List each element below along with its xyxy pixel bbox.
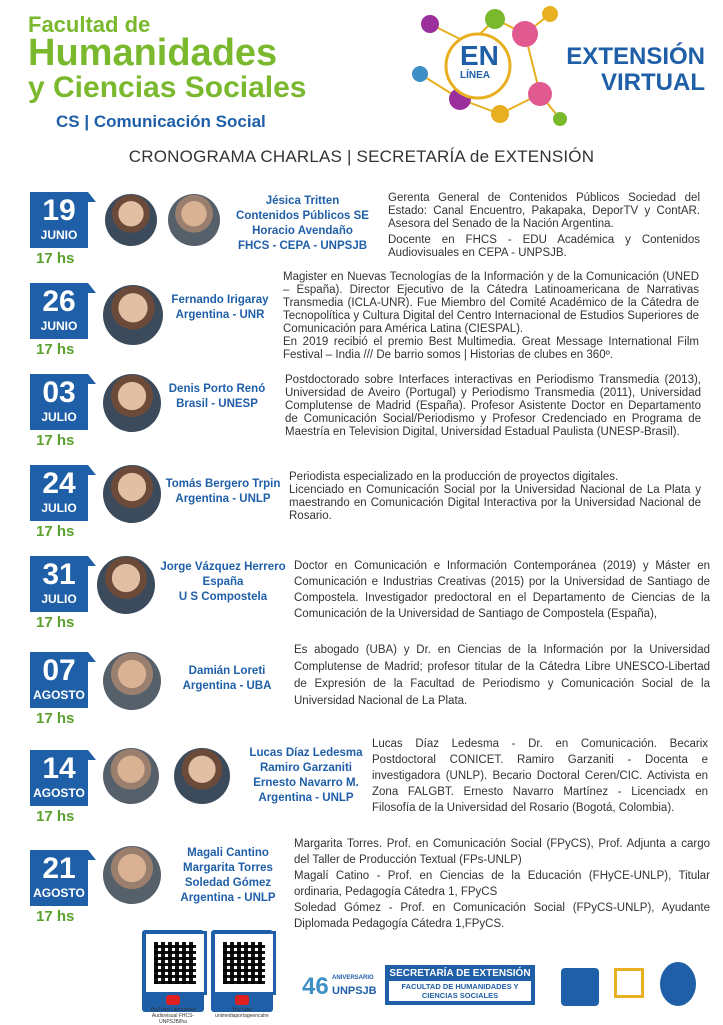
anniversary-number: 46 xyxy=(302,973,329,1000)
partner-logo-icon xyxy=(614,968,644,998)
unimedia-logo-icon xyxy=(561,968,599,1006)
speaker-bio xyxy=(372,736,708,816)
talk-time: 17 hs xyxy=(36,432,75,449)
day: 03 xyxy=(42,376,76,409)
month: JULIO xyxy=(41,501,77,515)
speaker-affiliation: Contenidos Públicos SE xyxy=(236,210,369,222)
talk-time: 17 hs xyxy=(36,341,75,358)
faculty-ciencias: y Ciencias Sociales xyxy=(28,71,307,104)
month: AGOSTO xyxy=(33,886,85,900)
speaker-info xyxy=(165,293,275,323)
bio-paragraph: Doctor en Comunicación e Información Contemporánea (2019) y Máster en Comunicación e Industrias Creativas (2015) por la Universidad de Santiago de Compostela. Investigador predoctoral en el Departamento de Ciencias de la Comunicación de la Universidad de Santiago de Compostela (España), xyxy=(294,560,710,620)
day: 07 xyxy=(42,654,76,687)
bio-paragraph: Soledad Gómez - Prof. en Comunicación Social (FPyCS-UNLP), Ayudante Diplomada Pedagogía Cátedra 1,FPyCS. xyxy=(294,902,710,930)
bio-paragraph: Lucas Díaz Ledesma - Dr. en Comunicación. Becarix Postdoctoral CONICET. Ramiro Garzaniti - Docenta e investigadora (UNLP). Becario Doctoral Ceren/CIC. Activista en Zona FALGBT. Ernesto Navarro Martínez - Licenciadx en Filosofía de la Universidad del Rosario (Bogotá, Colombia). xyxy=(372,738,708,814)
youtube-icon xyxy=(166,995,180,1005)
logo-en: EN xyxy=(460,40,499,71)
date-badge xyxy=(30,556,88,612)
ext-line-2: VIRTUAL xyxy=(601,69,705,96)
speaker-bio xyxy=(289,471,701,523)
speaker-affiliation: FHCS - CEPA - UNPSJB xyxy=(237,240,368,252)
speaker-photo xyxy=(103,846,161,904)
speaker-name: Denis Porto Renó xyxy=(168,383,266,395)
date-badge xyxy=(30,750,88,806)
month: AGOSTO xyxy=(33,688,85,702)
speaker-photo xyxy=(103,465,161,523)
talk-time: 17 hs xyxy=(36,808,75,825)
unpsjb-label: UNPSJB xyxy=(332,985,377,997)
day: 31 xyxy=(42,558,76,591)
extension-virtual-title xyxy=(555,44,705,96)
qr-caption-2: YouTube unimediaportageencalre xyxy=(215,1007,269,1019)
university-seal-icon xyxy=(660,962,696,1006)
speaker-info xyxy=(240,746,372,806)
bio-paragraph: Docente en FHCS - EDU Académica y Contenidos Audiovisuales en CEPA - UNPSJB. xyxy=(388,234,700,259)
speaker-affiliation: Argentina - UBA xyxy=(182,680,272,692)
month: AGOSTO xyxy=(33,786,85,800)
speaker-affiliation: Argentina - UNLP xyxy=(258,792,354,804)
speaker-affiliation: Brasil - UNESP xyxy=(176,398,258,410)
speaker-photo xyxy=(103,374,161,432)
speaker-info xyxy=(172,846,284,906)
unpsjb-anniversary-logo xyxy=(302,973,377,1001)
month: JUNIO xyxy=(40,228,78,242)
date-badge xyxy=(30,374,88,430)
speaker-info xyxy=(172,664,282,694)
date-badge xyxy=(30,192,88,248)
bio-paragraph: Magister en Nuevas Tecnologías de la Información y de la Comunicación (UNED – España). Director Ejecutivo de la Cátedra Latinoamericana de Narrativas Transmedia (ICLA-UNR). Fue Miembro del Comité Académico de la Cátedra de Tecnopolítica y Cultura Digital del Centro Internacional de Estudios Superiores de Comunicación para América Latina (CIESPAL). xyxy=(283,271,699,335)
speaker-photo xyxy=(103,652,161,710)
talk-time: 17 hs xyxy=(36,908,75,925)
speaker-info xyxy=(157,560,289,605)
ext-line-1: EXTENSIÓN xyxy=(566,43,705,70)
speaker-photo xyxy=(103,748,159,804)
date-badge xyxy=(30,465,88,521)
anniversary-text: ANIVERSARIO xyxy=(332,975,374,981)
speaker-name: Fernando Irigaray xyxy=(171,294,269,306)
day: 26 xyxy=(42,285,76,318)
speaker-photo xyxy=(168,194,220,246)
speaker-bio xyxy=(294,558,710,622)
speaker-photo xyxy=(97,556,155,614)
talk-time: 17 hs xyxy=(36,523,75,540)
bio-paragraph: Magalí Catino - Prof. en Ciencias de la Educación (FHyCE-UNLP), Titular ordinaria, Pedagogía Cátedra 1, FPyCS xyxy=(294,870,710,898)
speaker-affiliation: Argentina - UNLP xyxy=(175,493,271,505)
speaker-bio xyxy=(285,374,701,439)
day: 14 xyxy=(42,752,76,785)
secretaria-label: SECRETARÍA DE EXTENSIÓN xyxy=(389,968,531,979)
date-badge xyxy=(30,283,88,339)
day: 24 xyxy=(42,467,76,500)
bio-paragraph: Periodista especializado en la producción de proyectos digitales. xyxy=(289,471,619,483)
speaker-name: Margarita Torres xyxy=(183,862,273,874)
speaker-name: Ramiro Garzaniti xyxy=(259,762,353,774)
logo-linea: LÍNEA xyxy=(460,70,490,81)
career-label: CS | Comunicación Social xyxy=(56,112,266,131)
month: JULIO xyxy=(41,592,77,606)
speaker-name: Jorge Vázquez Herrero xyxy=(160,561,286,573)
facultad-label: FACULTAD DE HUMANIDADES Y CIENCIAS SOCIALES xyxy=(389,981,531,1001)
speaker-info xyxy=(230,194,375,254)
speaker-name: Soledad Gómez xyxy=(184,877,272,889)
speaker-info xyxy=(162,477,284,507)
qr-caption-1: YouTube Laboratorio Audiovisual FHCS-UNPSJB/lha xyxy=(149,1007,197,1025)
speaker-info xyxy=(162,382,272,412)
speaker-name: Lucas Díaz Ledesma xyxy=(249,747,363,759)
secretaria-extension-logo xyxy=(385,965,535,1005)
speaker-bio xyxy=(388,192,700,260)
faculty-header xyxy=(28,14,348,132)
speaker-name: Horacio Avendaño xyxy=(252,225,353,237)
speaker-name: Magali Cantino xyxy=(187,847,269,859)
month: JUNIO xyxy=(40,319,78,333)
bio-paragraph: Licenciado en Comunicación Social por la Universidad Nacional de La Plata y maestrando en Comunicación Digital Interactiva por la Universidad Nacional de Rosario. xyxy=(289,484,701,522)
speaker-affiliation: Argentina - UNLP xyxy=(180,892,276,904)
month: JULIO xyxy=(41,410,77,424)
speaker-name: Jésica Tritten xyxy=(265,195,340,207)
bio-paragraph: Margarita Torres. Prof. en Comunicación Social (FPyCS), Prof. Adjunta a cargo del Taller de Producción Textual (FPs-UNLP) xyxy=(294,838,710,866)
bio-paragraph: En 2019 recibió el premio Best Multimedia. Great Message International Film Festival – India /// De barrio somos | Historias de clubes en 360º. xyxy=(283,336,699,361)
speaker-bio xyxy=(294,836,710,932)
speaker-affiliation: España xyxy=(202,576,244,588)
talk-time: 17 hs xyxy=(36,710,75,727)
speaker-photo xyxy=(103,285,163,345)
talk-time: 17 hs xyxy=(36,250,75,267)
schedule-title: CRONOGRAMA CHARLAS | SECRETARÍA de EXTENSIÓN xyxy=(128,147,595,166)
talk-time: 17 hs xyxy=(36,614,75,631)
speaker-photo xyxy=(105,194,157,246)
day: 19 xyxy=(42,194,76,227)
youtube-icon xyxy=(235,995,249,1005)
faculty-line: Facultad de xyxy=(28,12,151,37)
speaker-name: Ernesto Navarro M. xyxy=(253,777,359,789)
speaker-affiliation: Argentina - UNR xyxy=(175,309,265,321)
faculty-humanidades: Humanidades xyxy=(28,32,278,74)
speaker-bio xyxy=(283,271,699,362)
qr-code-1[interactable] xyxy=(143,931,207,995)
bio-paragraph: Postdoctorado sobre Interfaces interactivas en Periodismo Transmedia (2013), Universidad de Aveiro (Portugal) y Periodismo Transmedia (2011), Universidad Complutense de Madrid (España). Profesor Asistente Doctor en Departamento de Comunicación Social/Periodismo y Profesor Credenciado en Programa de Maestría en Television Digital, Universidad Estadual Paulista (UNESP-Brasil). xyxy=(285,374,701,438)
speaker-name: Damián Loreti xyxy=(188,665,266,677)
bio-paragraph: Gerenta General de Contenidos Públicos Sociedad del Estado: Canal Encuentro, Pakapaka, DeporTV y ContAR. Asesora del Senado de la Nación Argentina. xyxy=(388,192,700,230)
bio-paragraph: Es abogado (UBA) y Dr. en Ciencias de la Información por la Universidad Complutense de Madrid; profesor titular de la Cátedra Libre UNESCO-Libertad de Expresión de la Facultad de Periodismo y Comunicación Social de la Universidad Nacional de La Plata. xyxy=(294,644,710,707)
date-badge xyxy=(30,850,88,906)
speaker-photo xyxy=(174,748,230,804)
date-badge xyxy=(30,652,88,708)
speaker-name: Tomás Bergero Trpin xyxy=(165,478,281,490)
speaker-bio xyxy=(294,642,710,710)
day: 21 xyxy=(42,852,76,885)
qr-code-2[interactable] xyxy=(212,931,276,995)
speaker-affiliation: U S Compostela xyxy=(178,591,268,603)
